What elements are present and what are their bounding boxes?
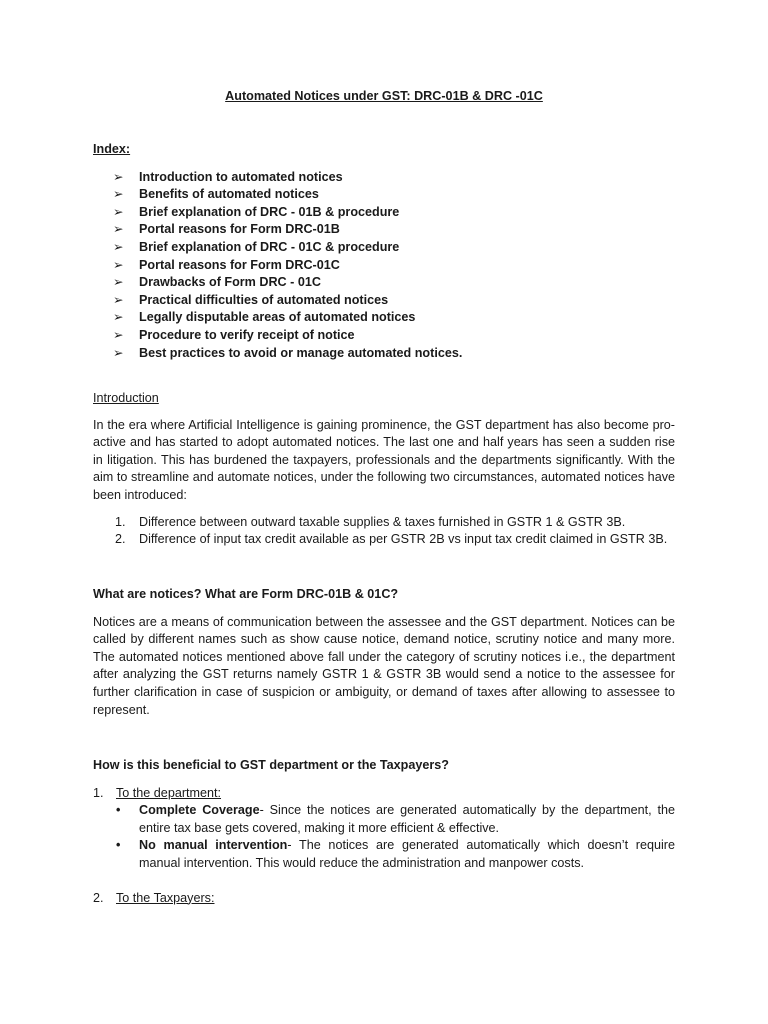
index-item: ➢ Brief explanation of DRC - 01C & procedure (93, 239, 675, 257)
introduction-list (93, 514, 675, 549)
arrow-bullet-icon: ➢ (113, 222, 124, 237)
benefits-section (93, 757, 675, 907)
document-title: Automated Notices under GST: DRC-01B & DRC -01C (225, 89, 543, 103)
arrow-bullet-icon: ➢ (113, 169, 124, 184)
arrow-bullet-icon: ➢ (113, 292, 124, 307)
arrow-bullet-icon: ➢ (113, 187, 124, 202)
arrow-bullet-icon: ➢ (113, 204, 124, 219)
arrow-bullet-icon: ➢ (113, 345, 124, 360)
index-item: ➢ Portal reasons for Form DRC-01C (93, 257, 675, 275)
index-item: ➢ Benefits of automated notices (93, 186, 675, 204)
introduction-paragraph: In the era where Artificial Intelligence is gaining prominence, the GST department has also become pro-active and has started to adopt automated notices. The last one and half years has seen a sudden rise in litigation. This has burdened the taxpayers, professionals and the departments significantly. With the aim to streamline and automate notices, under the following two circumstances, automated notices have been introduced: (93, 417, 675, 502)
notices-section (93, 586, 675, 719)
bullet-icon: • (116, 838, 121, 853)
index-item: ➢ Practical difficulties of automated notices (93, 292, 675, 310)
arrow-bullet-icon: ➢ (113, 257, 124, 272)
index-item: ➢ Legally disputable areas of automated notices (93, 309, 675, 327)
introduction-section (93, 390, 675, 549)
department-subheading: 1. To the department: (93, 785, 222, 800)
index-heading: Index: (93, 142, 131, 156)
notices-paragraph: Notices are a means of communication between the assessee and the GST department. Notices can be called by different names such as show cause notice, demand notice, scrutiny notice and many more. The automated notices mentioned above fall under the category of scrutiny notices i.e., the department after analyzing the GST returns namely GSTR 1 & GSTR 3B would send a notice to the assessee for further clarification in case of suspicion or ambiguity, or demand of taxes after allowing to assessee to represent. (93, 614, 675, 717)
index-item: ➢ Procedure to verify receipt of notice (93, 327, 675, 345)
index-item: ➢ Best practices to avoid or manage automated notices. (93, 345, 675, 363)
index-item: ➢ Portal reasons for Form DRC-01B (93, 221, 675, 239)
benefits-heading: How is this beneficial to GST department or the Taxpayers? (93, 758, 449, 772)
index-item: ➢ Drawbacks of Form DRC - 01C (93, 274, 675, 292)
list-item: 2. Difference of input tax credit available as per GSTR 2B vs input tax credit claimed in GSTR 3B. (115, 532, 668, 547)
arrow-bullet-icon: ➢ (113, 275, 124, 290)
introduction-heading: Introduction (93, 391, 159, 405)
index-list (93, 169, 675, 363)
index-item: ➢ Introduction to automated notices (93, 169, 675, 187)
taxpayers-subheading: 2. To the Taxpayers: (93, 890, 215, 905)
arrow-bullet-icon: ➢ (113, 239, 124, 254)
department-benefits-list (93, 802, 675, 872)
arrow-bullet-icon: ➢ (113, 327, 124, 342)
index-item: ➢ Brief explanation of DRC - 01B & procedure (93, 204, 675, 222)
index-section (93, 141, 675, 362)
notices-heading: What are notices? What are Form DRC-01B & 01C? (93, 587, 399, 601)
list-item: 1. Difference between outward taxable supplies & taxes furnished in GSTR 1 & GSTR 3B. (115, 514, 626, 529)
list-item: • Complete Coverage- Since the notices are generated automatically by the department, the entire tax base gets covered, making it more efficient & effective. (116, 803, 675, 835)
arrow-bullet-icon: ➢ (113, 310, 124, 325)
bullet-icon: • (116, 803, 121, 818)
list-item: • No manual intervention- The notices are generated automatically which doesn’t require manual intervention. This would reduce the administration and manpower costs. (116, 838, 675, 870)
